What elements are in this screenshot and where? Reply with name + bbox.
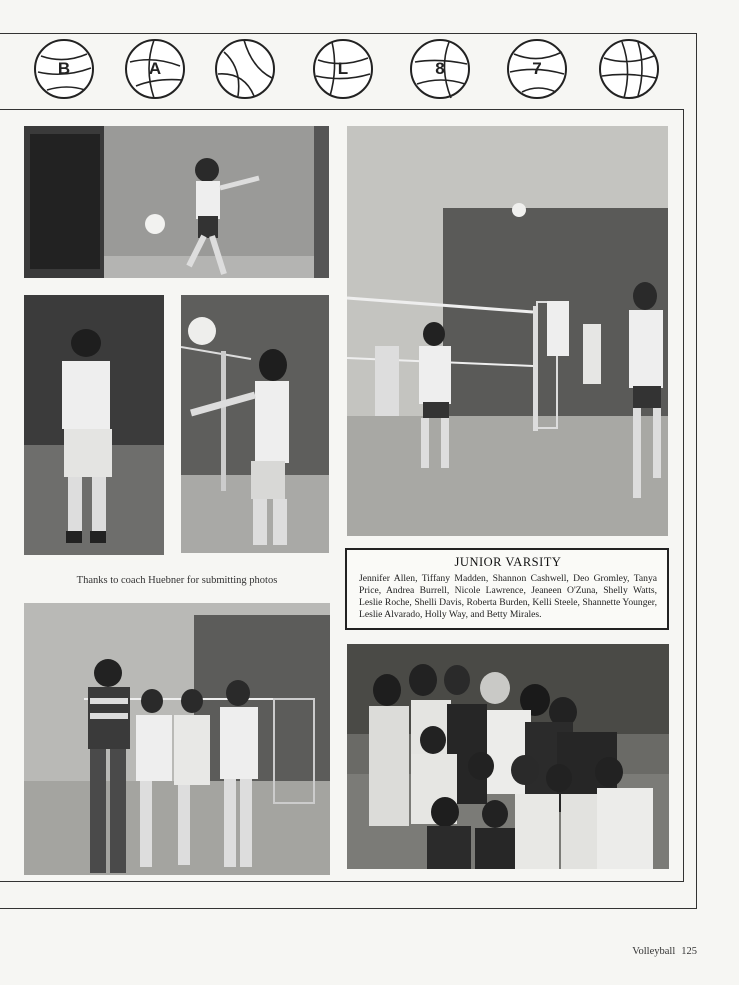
volleyball-icon-3 [214, 38, 276, 100]
photo-coach-huddle [24, 603, 330, 875]
photo-player-bumping [24, 295, 164, 555]
caption-roster-text: Jennifer Allen, Tiffany Madden, Shannon Cashwell, Deo Gromley, Tanya Price, Andrea Burrell, Nicole Lawrence, Jeaneen O'Zuna, Shelly Watts, Leslie Roche, Shelli Davis, Roberta Burden, Kelli Steele, Shannette Younger, Leslie Alvarado, Holly Way, and Betty Mirales. [359, 573, 657, 620]
caption-title: JUNIOR VARSITY [454, 555, 562, 569]
volleyball-icon-7 [598, 38, 660, 100]
volleyball-icon-1 [33, 38, 95, 100]
ball-letter [214, 38, 276, 100]
photo-player-setting [181, 295, 329, 553]
ball-letter: 7 [532, 59, 542, 78]
photo-team-group [347, 644, 669, 869]
footer-page-number: 125 [681, 946, 697, 957]
roster-caption-box [345, 548, 669, 630]
volleyball-icon-2 [124, 38, 186, 100]
volleyball-icon-5 [409, 38, 471, 100]
photo-credit: Thanks to coach Huebner for submitting photos [76, 575, 278, 586]
ball-letter: L [337, 59, 349, 78]
volleyball-icon-4 [312, 38, 374, 100]
ball-letter: 8 [435, 59, 445, 78]
footer-section: Volleyball [632, 946, 676, 957]
photo-gym-game-action [347, 126, 668, 536]
ball-letter: B [57, 59, 71, 78]
volleyball-icon-6 [506, 38, 568, 100]
photo-player-serving [24, 126, 329, 278]
page-footer [626, 946, 697, 957]
ball-letter [598, 38, 660, 100]
ball-letter: A [148, 59, 162, 78]
